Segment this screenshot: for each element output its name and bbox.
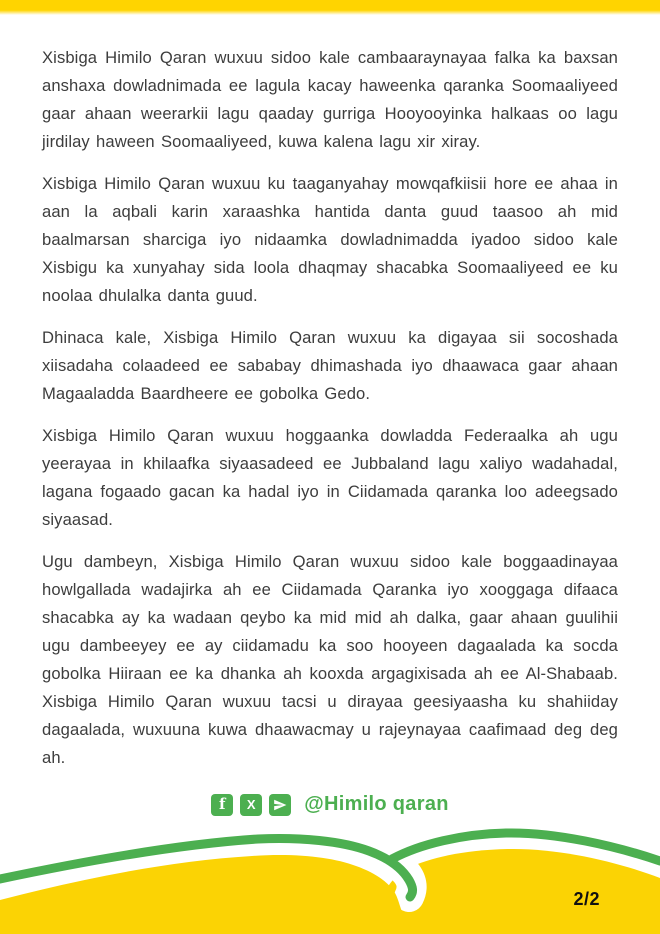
x-twitter-icon[interactable]: X	[240, 794, 262, 816]
paragraph-2: Xisbiga Himilo Qaran wuxuu ku taaganyahay mowqafkiisii hore ee ahaa in aan la aqbali karin xaraashka hantida danta guud taasoo ah mid baalmarsan sharciga iyo nidaamka dowladnimadda iyadoo sidoo kale Xisbigu ka xunyahay sida loola dhaqmay shacabka Soomaaliyeed ee ku noolaa dhulalka danta guud.	[42, 174, 618, 305]
telegram-icon[interactable]	[269, 794, 291, 816]
paragraph-4: Xisbiga Himilo Qaran wuxuu hoggaanka dowladda Federaalka ah ugu yeerayaa in khilaafka siyaasadeed ee Jubbaland lagu xaliyo wadahadal, lagana fogaado gacan ka hadal iyo in Ciidamada qaranka loo adeegsado siyaasad.	[42, 426, 618, 529]
paragraph-3: Dhinaca kale, Xisbiga Himilo Qaran wuxuu ka digayaa sii socoshada xiisadaha colaadeed ee sababay dhimashada iyo dhaawaca gaar ahaan Magaaladda Baardheere ee gobolka Gedo.	[42, 328, 618, 403]
social-handle: @Himilo qaran	[304, 793, 449, 815]
bottom-wave-decoration	[0, 820, 660, 934]
social-links-row	[42, 793, 618, 816]
document-body	[42, 44, 618, 816]
paragraph-5: Ugu dambeyn, Xisbiga Himilo Qaran wuxuu sidoo kale boggaadinayaa howlgallada wadajirka ah ee Ciidamada Qaranka iyo xooggaga difaaca shacabka ay ka wadaan qeybo ka mid mid ah dalka, gaar ahaan guulihii ugu dambeeyey ee ay ciidamadu ka soo hooyeen dagaalada ka socda gobolka Hiiraan ee ka dhanka ah kooxda argagixisada ah ee Al-Shabaab. Xisbiga Himilo Qaran wuxuu tacsi u dirayaa geesiyaasha ku shahiiday dagaalada, wuxuuna kuwa dhaawacmay u rajeynayaa caafimaad deg deg ah.	[42, 552, 618, 767]
paragraph-1: Xisbiga Himilo Qaran wuxuu sidoo kale cambaaraynayaa falka ka baxsan anshaxa dowladnimada ee lagula kacay haweenka qaranka Soomaaliyeed gaar ahaan weerarkii lagu qaaday gurriga Hooyooyinka halkaas oo lagu jirdilay haween Soomaaliyeed, kuwa kalena lagu xir xiray.	[42, 48, 618, 151]
facebook-icon[interactable]: f	[211, 794, 233, 816]
top-yellow-bar	[0, 0, 660, 15]
page-number: 2/2	[573, 889, 600, 909]
